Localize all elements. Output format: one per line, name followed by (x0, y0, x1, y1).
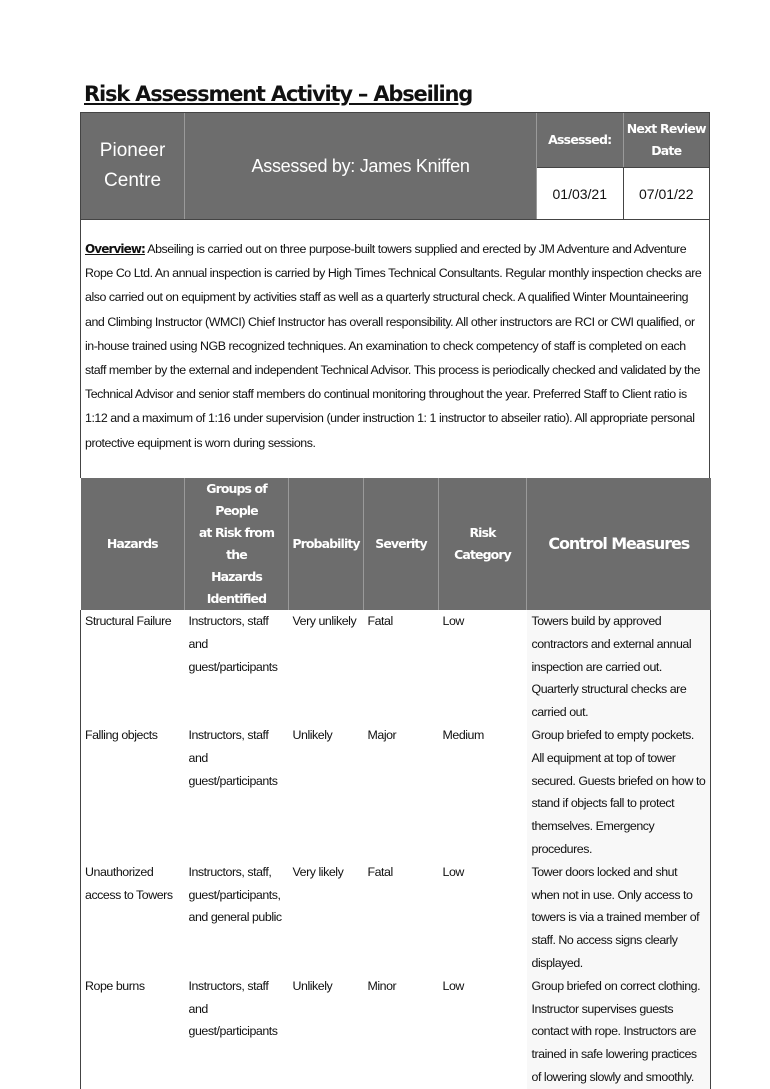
risk-category-cell: Low (442, 864, 464, 879)
header-groups-line1: Groups of People (206, 481, 267, 518)
document-title: Risk Assessment Activity – Abseiling (84, 82, 473, 106)
hazard-cell: Structural Failure (81, 610, 185, 724)
groups-cell: Instructors, staff and guest/participants (188, 727, 278, 788)
overview-text: Abseiling is carried out on three purpose-built towers supplied and erected by JM Adventure and Adventure Rope Co Ltd. An annual inspection is carried by High Times Technical Consultants. Regular monthly inspection checks are also carried out on equipment by activities staff as well as a quarterly structural check. A qualified Winter Mountaineering and Climbing Instructor (WMCI) Chief Instructor has overall responsibility. All other instructors are RCI or CWI qualified, or in-house trained using NGB recognized techniques. An examination to check competency of staff is completed on each staff member by the external and independent Technical Advisor. This process is periodically checked and validated by the Technical Advisor and senior staff members do continual monitoring throughout the year. Preferred Staff to Client ratio is 1:12 and a maximum of 1:16 under supervision (under instruction 1: 1 instructor to abseiler ratio). All appropriate personal protective equipment is worn during sessions. (85, 242, 702, 450)
header-severity: Severity (364, 478, 439, 610)
next-review-label-line1: Next Review (626, 121, 706, 137)
severity-cell: Minor (367, 978, 397, 993)
assessed-date: 01/03/21 (537, 168, 624, 219)
groups-cell: Instructors, staff, guest/participants, and general public (188, 864, 282, 925)
table-row (81, 610, 711, 724)
next-review-date: 07/01/22 (639, 185, 694, 202)
overview-section (80, 220, 710, 478)
risk-category-cell: Low (442, 614, 464, 628)
hazard-cell: Rope burns (81, 975, 185, 1089)
severity-cell: Major (367, 727, 397, 742)
groups-cell: Instructors, staff and guest/participants (188, 614, 278, 674)
header-hazards: Hazards (81, 478, 185, 610)
overview-paragraph (85, 237, 703, 455)
probability-cell: Very likely (292, 864, 344, 879)
table-row (81, 861, 711, 975)
hazard-cell: Falling objects (81, 724, 185, 861)
probability-cell: Unlikely (292, 727, 333, 742)
risk-category-cell: Medium (442, 727, 484, 742)
overview-label: Overview: (85, 242, 145, 256)
probability-cell: Very unlikely (292, 614, 357, 628)
assessed-by-cell: Assessed by: James Kniffen (185, 113, 537, 219)
risk-table (80, 478, 711, 1089)
header-groups-line2: at Risk from the (198, 525, 275, 562)
centre-name-cell (81, 113, 185, 219)
table-header-row (81, 478, 711, 610)
centre-name-line2: Centre (104, 170, 162, 191)
control-measures-cell: Group briefed on correct clothing. Instructor supervises guests contact with rope. Instructors are trained in safe lowering practices of lowering slowly and smoothly. (527, 975, 711, 1089)
control-measures-cell: Group briefed to empty pockets. All equipment at top of tower secured. Guests briefed on how to stand if objects fall to protect themselves. Emergency procedures. (527, 724, 711, 861)
header-control-measures: Control Measures (527, 478, 711, 610)
next-review-label (624, 113, 710, 167)
header-groups-line3: Hazards Identified (206, 569, 267, 606)
risk-category-cell: Low (442, 978, 464, 993)
control-measures-cell: Towers build by approved contractors and external annual inspection are carried out. Quarterly structural checks are carried out. (527, 610, 711, 724)
header-groups (185, 478, 289, 610)
table-row (81, 724, 711, 861)
groups-cell: Instructors, staff and guest/participants (188, 978, 278, 1039)
table-row (81, 975, 711, 1089)
next-review-label-line2: Date (651, 143, 682, 159)
assessed-label: Assessed: (537, 113, 624, 167)
header-probability: Probability (289, 478, 364, 610)
probability-cell: Unlikely (292, 978, 333, 993)
severity-cell: Fatal (367, 614, 393, 628)
centre-name-line1: Pioneer (99, 140, 166, 161)
hazard-cell: Unauthorized access to Towers (81, 861, 185, 975)
assessment-header (80, 112, 710, 220)
severity-cell: Fatal (367, 864, 393, 879)
header-risk-category: Risk Category (439, 478, 527, 610)
control-measures-cell: Tower doors locked and shut when not in use. Only access to towers is via a trained member of staff. No access signs clearly displayed. (527, 861, 711, 975)
dates-cell (537, 113, 709, 219)
